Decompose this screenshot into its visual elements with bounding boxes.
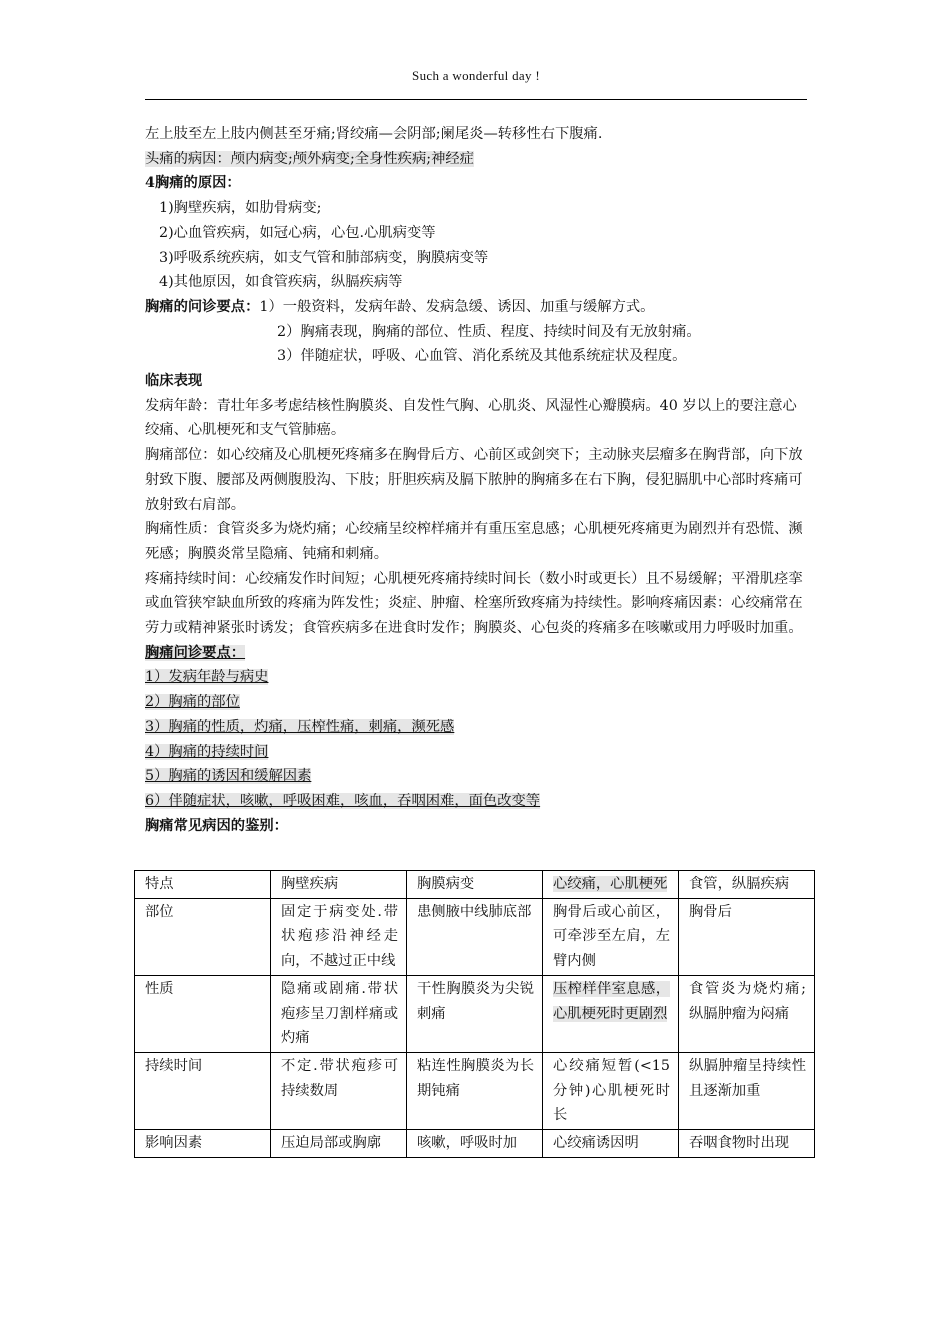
table-cell: 胸骨后或心前区，可牵涉至左肩，左臂内侧	[543, 898, 679, 975]
table-cell: 心绞痛诱因明	[543, 1130, 679, 1158]
inquiry-label: 胸痛的问诊要点：	[145, 298, 260, 315]
key-point-text: 6）伴随症状，咳嗽，呼吸困难，咳血，吞咽困难，面色改变等	[145, 792, 541, 809]
para-site: 胸痛部位：如心绞痛及心肌梗死疼痛多在胸骨后方、心前区或剑突下；主动脉夹层瘤多在胸背部，向下放射致下腹、腰部及两侧腹股沟、下肢；肝胆疾病及膈下脓肿的胸痛多在右下胸，侵犯膈肌中心部时疼痛可放射致右肩部。	[145, 447, 803, 513]
key-point-text: 1）发病年龄与病史	[145, 669, 269, 686]
line-radiation: 左上肢至左上肢内侧甚至牙痛;肾绞痛—会阴部;阑尾炎—转移性右下腹痛.	[145, 126, 603, 142]
key-point-text: 2）胸痛的部位	[145, 694, 240, 711]
heading-number: 4	[145, 175, 155, 192]
table-cell: 吞咽食物时出现	[679, 1130, 815, 1158]
table-header-cell	[543, 871, 679, 899]
table-header-row	[135, 871, 815, 899]
table-cell: 不定.带状疱疹可持续数周	[271, 1052, 407, 1129]
cause-item: 2)心血管疾病，如冠心病，心包.心肌病变等	[159, 224, 436, 241]
inquiry-item: 1）一般资料，发病年龄、发病急缓、诱因、加重与缓解方式。	[259, 298, 655, 315]
highlighted-cell-text: 心绞痛，心肌梗死	[553, 876, 668, 892]
table-cell: 性质	[135, 975, 271, 1052]
table-header-cell: 食管，纵膈疾病	[679, 871, 815, 899]
table-row	[135, 1130, 815, 1158]
key-point	[145, 715, 809, 740]
highlighted-cell-text: 压榨样伴室息感，心肌梗死时更剧烈	[553, 980, 670, 1022]
key-points-title-text: 胸痛问诊要点：	[145, 644, 246, 661]
inquiry-item: 3）伴随症状，呼吸、心血管、消化系统及其他系统症状及程度。	[277, 348, 687, 365]
cause-item: 4)其他原因，如食管疾病，纵膈疾病等	[159, 274, 403, 291]
table-cell: 影响因素	[135, 1130, 271, 1158]
table-title: 胸痛常见病因的鉴别：	[145, 817, 288, 834]
table-cell	[543, 975, 679, 1052]
table-cell: 干性胸膜炎为尖锐刺痛	[407, 975, 543, 1052]
table-header-cell: 特点	[135, 871, 271, 899]
table-cell: 胸骨后	[679, 898, 815, 975]
key-point-text: 4）胸痛的持续时间	[145, 743, 269, 760]
line-headache-causes	[145, 147, 809, 172]
key-point-text: 3）胸痛的性质，灼痛，压榨性痛，刺痛，濒死感	[145, 718, 455, 735]
key-point	[145, 665, 809, 690]
key-point	[145, 690, 809, 715]
inquiry-item: 2）胸痛表现，胸痛的部位、性质、程度、持续时间及有无放射痛。	[277, 323, 701, 340]
table-cell: 纵膈肿瘤呈持续性且逐渐加重	[679, 1052, 815, 1129]
table-row	[135, 975, 815, 1052]
heading-text: 胸痛的原因：	[154, 175, 241, 192]
para-duration: 疼痛持续时间：心绞痛发作时间短；心肌梗死疼痛持续时间长（数小时或更长）且不易缓解；平滑肌痉挛或血管狭窄缺血所致的疼痛为阵发性；炎症、肿瘤、栓塞所致疼痛为持续性。影响疼痛因素：心绞痛常在劳力或精神紧张时诱发；食管疾病多在进食时发作；胸膜炎、心包炎的疼痛多在咳嗽或用力呼吸时加重。	[145, 570, 803, 637]
table-row	[135, 1052, 815, 1129]
page-header: Such a wonderful day !	[412, 68, 540, 83]
inquiry-row	[145, 295, 809, 320]
table-header-cell: 胸壁疾病	[271, 871, 407, 899]
table-cell: 咳嗽，呼吸时加	[407, 1130, 543, 1158]
cause-item: 1)胸壁疾病，如肋骨病变;	[159, 200, 322, 217]
table-cell: 持续时间	[135, 1052, 271, 1129]
key-points-title	[145, 641, 809, 666]
chest-pain-causes-heading	[145, 171, 809, 196]
table-cell: 压迫局部或胸廓	[271, 1130, 407, 1158]
document-body	[145, 122, 809, 838]
headache-causes-text: 头痛的病因：颅内病变;颅外病变;全身性疾病;神经症	[145, 150, 474, 167]
table-cell: 患侧腋中线肺底部	[407, 898, 543, 975]
key-point	[145, 740, 809, 765]
key-point-text: 5）胸痛的诱因和缓解因素	[145, 768, 312, 785]
para-nature: 胸痛性质：食管炎多为烧灼痛；心绞痛呈绞榨样痛并有重压室息感；心肌梗死疼痛更为剧烈并有恐慌、濒死感；胸膜炎常呈隐痛、钝痛和刺痛。	[145, 521, 803, 562]
differential-table	[134, 870, 815, 1158]
key-point	[145, 764, 809, 789]
table-cell: 粘连性胸膜炎为长期钝痛	[407, 1052, 543, 1129]
table-cell: 固定于病变处.带状疱疹沿神经走向，不越过正中线	[271, 898, 407, 975]
table-cell: 食管炎为烧灼痛;纵膈肿瘤为闷痛	[679, 975, 815, 1052]
table-cell: 隐痛或剧痛.带状疱疹呈刀割样痛或灼痛	[271, 975, 407, 1052]
key-point	[145, 789, 809, 814]
clinical-title: 临床表现	[145, 373, 203, 390]
table-cell: 部位	[135, 898, 271, 975]
header-divider	[145, 99, 807, 100]
table-header-cell: 胸膜病变	[407, 871, 543, 899]
table-row	[135, 898, 815, 975]
table-cell: 心绞痛短暂(<15 分钟)心肌梗死时长	[543, 1052, 679, 1129]
cause-item: 3)呼吸系统疾病，如支气管和肺部病变，胸膜病变等	[159, 249, 489, 266]
para-age: 发病年龄：青壮年多考虑结核性胸膜炎、自发性气胸、心肌炎、风湿性心瓣膜病。40 岁以上的要注意心绞痛、心肌梗死和支气管肺癌。	[145, 397, 797, 439]
